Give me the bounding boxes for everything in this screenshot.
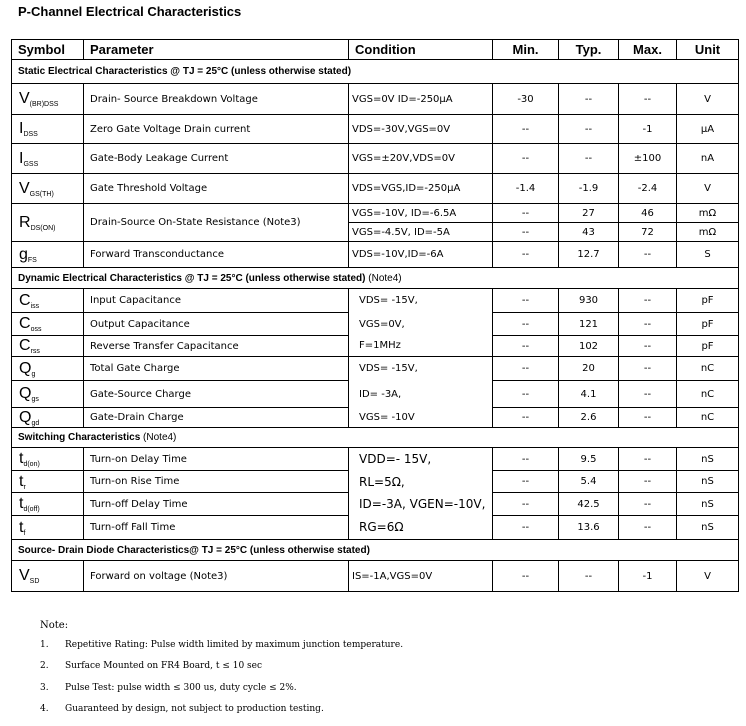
unit-cell: nS — [677, 471, 739, 493]
condition-cell: VGS=0V ID=-250μA — [349, 84, 493, 115]
condition-cell: RL=5Ω, — [349, 471, 493, 493]
max-cell: 46 — [619, 204, 677, 223]
typ-cell: 9.5 — [559, 448, 619, 471]
min-cell: -- — [493, 336, 559, 357]
header-parameter: Parameter — [84, 40, 349, 60]
section-row — [12, 60, 739, 84]
table-row — [12, 289, 739, 313]
section-title-diode: Source- Drain Diode Characteristics@ TJ = 25°C (unless otherwise stated) — [12, 540, 739, 561]
min-cell: -- — [493, 357, 559, 381]
min-cell: -- — [493, 516, 559, 540]
parameter-cell: Gate Threshold Voltage — [84, 174, 349, 204]
symbol-cell — [12, 336, 84, 357]
notes-label: Note: — [40, 620, 69, 631]
parameter-cell: Output Capacitance — [84, 313, 349, 336]
section-title-dynamic — [12, 268, 739, 289]
min-cell: -- — [493, 471, 559, 493]
symbol-cell — [12, 516, 84, 540]
note-number: 1. — [40, 640, 49, 650]
note-number: 3. — [40, 683, 49, 693]
max-cell: -1 — [619, 561, 677, 592]
unit-cell: nS — [677, 493, 739, 516]
table-row — [12, 561, 739, 592]
symbol-sub: FS — [27, 256, 37, 264]
typ-cell: 121 — [559, 313, 619, 336]
min-cell: -- — [493, 448, 559, 471]
parameter-cell: Input Capacitance — [84, 289, 349, 313]
table-row — [12, 516, 739, 540]
unit-cell: mΩ — [677, 204, 739, 223]
min-cell: -- — [493, 204, 559, 223]
typ-cell: 27 — [559, 204, 619, 223]
symbol-cell — [12, 408, 84, 428]
max-cell: -- — [619, 336, 677, 357]
typ-cell: 102 — [559, 336, 619, 357]
unit-cell: V — [677, 561, 739, 592]
symbol-main: t — [19, 450, 24, 467]
parameter-cell: Turn-on Rise Time — [84, 471, 349, 493]
parameter-cell: Total Gate Charge — [84, 357, 349, 381]
note-text: Surface Mounted on FR4 Board, t ≤ 10 sec — [65, 661, 263, 671]
symbol-cell — [12, 448, 84, 471]
condition-cell: VGS=-4.5V, ID=-5A — [349, 223, 493, 242]
max-cell: -- — [619, 289, 677, 313]
symbol-cell — [12, 289, 84, 313]
unit-cell: nS — [677, 448, 739, 471]
section-row — [12, 428, 739, 448]
electrical-characteristics-table — [11, 39, 739, 592]
unit-cell: S — [677, 242, 739, 268]
section-title-switching — [12, 428, 739, 448]
header-max: Max. — [619, 40, 677, 60]
parameter-cell: Turn-off Fall Time — [84, 516, 349, 540]
symbol-main: R — [19, 213, 31, 231]
section-title-static: Static Electrical Characteristics @ TJ = 25°C (unless otherwise stated) — [12, 60, 739, 84]
symbol-sub: iss — [30, 302, 40, 310]
max-cell: -- — [619, 448, 677, 471]
typ-cell: 5.4 — [559, 471, 619, 493]
note-text: Pulse Test: pulse width ≤ 300 us, duty cycle ≤ 2%. — [65, 683, 297, 693]
symbol-main: C — [19, 291, 31, 309]
symbol-sub: SD — [29, 578, 40, 585]
unit-cell: nA — [677, 144, 739, 174]
max-cell: -- — [619, 471, 677, 493]
max-cell: -- — [619, 313, 677, 336]
section-title-switching-text: Switching Characteristics — [18, 432, 141, 443]
parameter-cell: Reverse Transfer Capacitance — [84, 336, 349, 357]
symbol-cell — [12, 471, 84, 493]
symbol-sub: GSS — [23, 160, 39, 168]
symbol-main: V — [19, 179, 30, 197]
parameter-cell: Forward on voltage (Note3) — [84, 561, 349, 592]
typ-cell: -- — [559, 84, 619, 115]
symbol-main: t — [19, 472, 24, 490]
condition-cell: VGS=0V, — [349, 313, 493, 336]
max-cell: 72 — [619, 223, 677, 242]
symbol-sub: DS(ON) — [30, 224, 56, 232]
section-row — [12, 268, 739, 289]
max-cell: -- — [619, 381, 677, 408]
symbol-sub: gs — [31, 396, 39, 403]
condition-cell: VDS= -15V, — [349, 289, 493, 313]
symbol-main: g — [19, 245, 28, 263]
symbol-main: C — [19, 315, 31, 332]
min-cell: -30 — [493, 84, 559, 115]
symbol-cell — [12, 84, 84, 115]
typ-cell: 2.6 — [559, 408, 619, 428]
min-cell: -- — [493, 313, 559, 336]
table-row — [12, 174, 739, 204]
section-note: (Note4) — [143, 432, 177, 443]
symbol-sub: g — [31, 370, 36, 378]
parameter-cell: Drain-Source On-State Resistance (Note3) — [84, 204, 349, 242]
table-row — [12, 242, 739, 268]
header-condition: Condition — [349, 40, 493, 60]
unit-cell: pF — [677, 289, 739, 313]
symbol-main: t — [19, 518, 24, 536]
symbol-cell — [12, 313, 84, 336]
typ-cell: -- — [559, 115, 619, 144]
symbol-main: V — [19, 567, 30, 584]
unit-cell: nS — [677, 516, 739, 540]
max-cell: -- — [619, 357, 677, 381]
condition-cell: RG=6Ω — [349, 516, 493, 540]
symbol-cell — [12, 174, 84, 204]
note-number: 2. — [40, 661, 49, 671]
condition-cell: VDS=-10V,ID=-6A — [349, 242, 493, 268]
symbol-cell — [12, 357, 84, 381]
parameter-cell: Gate-Source Charge — [84, 381, 349, 408]
max-cell: -2.4 — [619, 174, 677, 204]
header-min: Min. — [493, 40, 559, 60]
typ-cell: -1.9 — [559, 174, 619, 204]
symbol-cell — [12, 493, 84, 516]
table-row — [12, 336, 739, 357]
header-symbol: Symbol — [12, 40, 84, 60]
unit-cell: V — [677, 174, 739, 204]
table-row — [12, 493, 739, 516]
parameter-cell: Turn-off Delay Time — [84, 493, 349, 516]
max-cell: ±100 — [619, 144, 677, 174]
note-text: Repetitive Rating: Pulse width limited by maximum junction temperature. — [65, 640, 404, 650]
table-row — [12, 408, 739, 428]
condition-cell: VGS=±20V,VDS=0V — [349, 144, 493, 174]
typ-cell: 12.7 — [559, 242, 619, 268]
min-cell: -- — [493, 408, 559, 428]
symbol-main: t — [19, 495, 24, 512]
symbol-cell — [12, 242, 84, 268]
unit-cell: mΩ — [677, 223, 739, 242]
symbol-sub: DSS — [23, 131, 38, 138]
parameter-cell: Turn-on Delay Time — [84, 448, 349, 471]
symbol-cell — [12, 381, 84, 408]
table-row — [12, 357, 739, 381]
unit-cell: μA — [677, 115, 739, 144]
max-cell: -- — [619, 242, 677, 268]
symbol-cell — [12, 561, 84, 592]
table-row — [12, 448, 739, 471]
parameter-cell: Forward Transconductance — [84, 242, 349, 268]
typ-cell: 13.6 — [559, 516, 619, 540]
typ-cell: 20 — [559, 357, 619, 381]
symbol-sub: oss — [30, 326, 42, 333]
min-cell: -- — [493, 115, 559, 144]
min-cell: -- — [493, 289, 559, 313]
symbol-main: Q — [19, 408, 32, 426]
unit-cell: V — [677, 84, 739, 115]
table-header-row — [12, 40, 739, 60]
symbol-main: V — [19, 90, 30, 107]
min-cell: -- — [493, 561, 559, 592]
min-cell: -- — [493, 381, 559, 408]
min-cell: -- — [493, 242, 559, 268]
condition-cell: ID= -3A, — [349, 381, 493, 408]
table-row — [12, 144, 739, 174]
unit-cell: nC — [677, 381, 739, 408]
parameter-cell: Zero Gate Voltage Drain current — [84, 115, 349, 144]
max-cell: -- — [619, 493, 677, 516]
parameter-cell: Gate-Drain Charge — [84, 408, 349, 428]
page-title: P-Channel Electrical Characteristics — [18, 4, 242, 19]
table-row — [12, 313, 739, 336]
condition-cell: IS=-1A,VGS=0V — [349, 561, 493, 592]
typ-cell: 930 — [559, 289, 619, 313]
condition-cell: VGS= -10V — [349, 408, 493, 428]
table-row — [12, 204, 739, 223]
symbol-sub: d(off) — [23, 506, 40, 513]
min-cell: -- — [493, 493, 559, 516]
typ-cell: -- — [559, 561, 619, 592]
unit-cell: pF — [677, 313, 739, 336]
condition-cell: VDS=VGS,ID=-250μA — [349, 174, 493, 204]
unit-cell: pF — [677, 336, 739, 357]
max-cell: -- — [619, 516, 677, 540]
unit-cell: nC — [677, 408, 739, 428]
condition-cell: VDS= -15V, — [349, 357, 493, 381]
section-title-dynamic-text: Dynamic Electrical Characteristics @ TJ = 25°C (unless otherwise stated) — [18, 272, 366, 284]
table-row — [12, 84, 739, 115]
symbol-sub: gd — [31, 419, 40, 427]
symbol-cell — [12, 204, 84, 242]
symbol-sub: GS(TH) — [29, 190, 54, 198]
typ-cell: -- — [559, 144, 619, 174]
typ-cell: 42.5 — [559, 493, 619, 516]
section-row — [12, 540, 739, 561]
header-unit: Unit — [677, 40, 739, 60]
max-cell: -- — [619, 408, 677, 428]
parameter-cell: Gate-Body Leakage Current — [84, 144, 349, 174]
section-note: (Note4) — [368, 272, 402, 284]
symbol-main: C — [19, 337, 31, 354]
symbol-main: I — [19, 149, 24, 167]
symbol-main: Q — [19, 385, 32, 402]
symbol-main: I — [19, 120, 24, 137]
condition-cell: ID=-3A, VGEN=-10V, — [349, 493, 493, 516]
note-text: Guaranteed by design, not subject to production testing. — [65, 704, 324, 714]
header-typ: Typ. — [559, 40, 619, 60]
table-row — [12, 381, 739, 408]
table-row — [12, 471, 739, 493]
symbol-main: Q — [19, 359, 32, 377]
symbol-sub: r — [23, 483, 26, 491]
symbol-sub: f — [23, 529, 26, 537]
min-cell: -- — [493, 223, 559, 242]
min-cell: -- — [493, 144, 559, 174]
typ-cell: 4.1 — [559, 381, 619, 408]
table-row — [12, 115, 739, 144]
symbol-sub: d(on) — [23, 461, 40, 468]
unit-cell: nC — [677, 357, 739, 381]
condition-cell: F=1MHz — [349, 336, 493, 357]
typ-cell: 43 — [559, 223, 619, 242]
min-cell: -1.4 — [493, 174, 559, 204]
max-cell: -1 — [619, 115, 677, 144]
note-number: 4. — [40, 704, 49, 714]
symbol-cell — [12, 115, 84, 144]
condition-cell: VDS=-30V,VGS=0V — [349, 115, 493, 144]
condition-cell: VGS=-10V, ID=-6.5A — [349, 204, 493, 223]
parameter-cell: Drain- Source Breakdown Voltage — [84, 84, 349, 115]
symbol-cell — [12, 144, 84, 174]
max-cell: -- — [619, 84, 677, 115]
symbol-sub: (BR)DSS — [29, 101, 59, 108]
symbol-sub: rss — [30, 348, 40, 355]
condition-cell: VDD=- 15V, — [349, 448, 493, 471]
